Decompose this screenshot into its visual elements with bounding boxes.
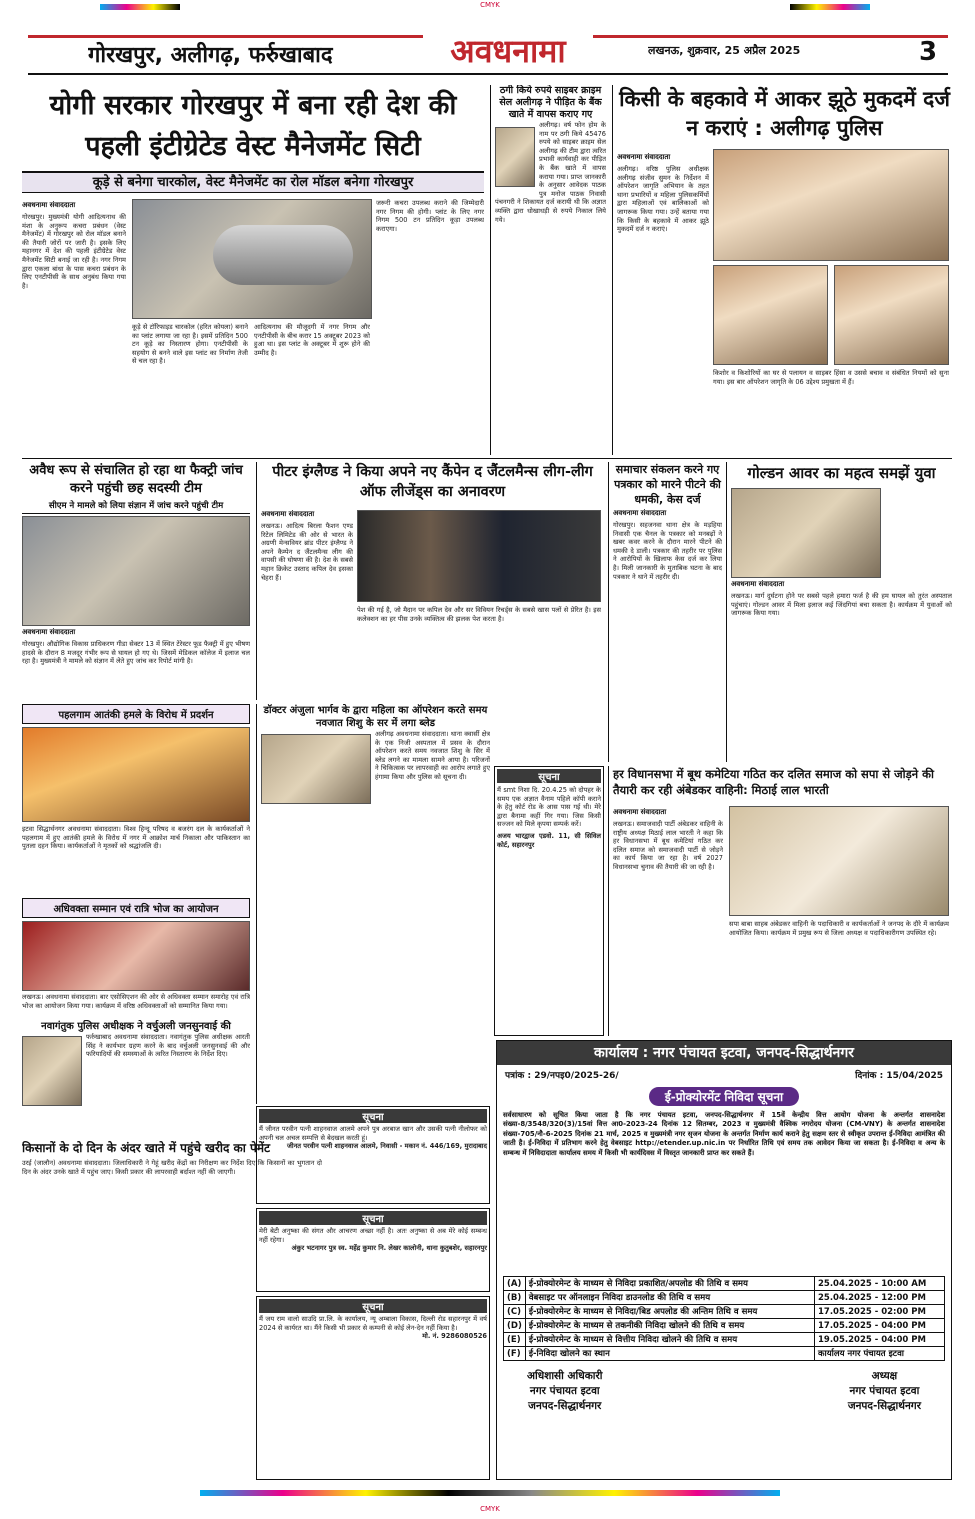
- booth-right: [729, 920, 949, 1034]
- factory-byline: अवधनामा संवाददाता: [22, 628, 76, 636]
- photo-tank-shape: [213, 225, 353, 285]
- aligarh-byline: अवधनामा संवाददाता: [617, 153, 671, 161]
- peterengland-text-2: पेश की गई है, जो मैदान पर कपिल देव और सर विवियन रिचर्ड्स के सबसे खास पलों से प्रेरित है। इस कलेक्शन का हर पीस उनके व्यक्तित्व की झलक पेश करता है।: [357, 606, 601, 623]
- threat-byline: अवधनामा संवाददाता: [613, 509, 667, 517]
- tender-row: [504, 1319, 945, 1333]
- notice-2-sign: जीनत परवीन पत्नी शाहनवाज आलमे, निवासी - मकान नं. 446/169, मुरादाबाद: [286, 1142, 487, 1151]
- tender-cell-v: 25.04.2025 - 12:00 PM: [815, 1291, 945, 1305]
- lead-col2: [132, 323, 248, 455]
- sign-right-3: जनपद-सिद्धार्थनगर: [847, 1400, 921, 1412]
- booth-text: लखनऊ। समाजवादी पार्टी अंबेडकर वाहिनी के राष्ट्रीय अध्यक्ष मिठाई लाल भारती ने कहा कि हर विधानसभा में बूथ कमेटियां गठित कर दलित समाज को समाजवादी पार्टी से जोड़ने का कार्य किया जा रहा है। वर्ष 2027 विधानसभा चुनाव की तैयारी की जा रही है।: [613, 820, 723, 871]
- booth-byline: अवधनामा संवाददाता: [613, 808, 667, 816]
- tender-cell-label: ई-प्रोक्योरमेन्ट के माध्यम से निविदा/बिड अपलोड की अन्तिम तिथि व समय: [525, 1305, 814, 1319]
- tender-cell-k: (C): [504, 1305, 526, 1319]
- logo-text: अवधनामा: [450, 32, 566, 70]
- tender-notice: [496, 1040, 952, 1480]
- doctor-text: अलीगढ़ अवधनामा संवाददाता। थाना क्वार्सी क्षेत्र के एक निजी अस्पताल में प्रसव के दौरान ऑपरेशन करते समय नवजात शिशु के सिर में ब्लेड लगने का मामला सामने आया है। परिजनों ने चिकित्सक पर लापरवाही का आरोप लगाते हुए हंगामा किया और पुलिस को सूचना दी।: [375, 730, 490, 781]
- peterengland-story: [256, 462, 604, 700]
- golden-text: लखनऊ। मार्ग दुर्घटना होने पर सबसे पहले हमारा फर्ज है की हम घायल को तुरंत अस्पताल पहुंचाएं। गोल्डन आवर में मिला इलाज कई जिंदगियां बचा सकता है। कार्यक्रम में युवाओं को जागरूक किया गया।: [731, 592, 952, 618]
- peterengland-photo: [357, 510, 601, 602]
- masthead-rule-bottom: [28, 73, 948, 75]
- tender-table-wrap: [497, 1276, 951, 1361]
- tender-patrank: पत्रांक : 29/नपइ0/2025-26/: [505, 1071, 619, 1081]
- aligarh-text-2: किशोर व किशोरियों का घर से पलायन व साइबर हिंसा व उससे बचाव व संबंधित नियमों को सुना गया। इस बार ऑपरेशन जागृति के 06 उद्देश्य प्रमुखता में हैं।: [713, 369, 949, 386]
- tender-cell-k: (F): [504, 1347, 526, 1361]
- sign-right-2: नगर पंचायत इटवा: [849, 1385, 920, 1397]
- sign-left-2: नगर पंचायत इटवा: [529, 1385, 600, 1397]
- lead-col1: [22, 199, 126, 455]
- sign-left-3: जनपद-सिद्धार्थनगर: [528, 1400, 602, 1412]
- tender-cell-label: वेबसाइट पर ऑनलाइन निविदा डाउनलोड की तिथि व समय: [525, 1291, 814, 1305]
- fraud-text: अलीगढ़। वर्ष फोन होम के नाम पर ठगी किये 45476 रुपये को साइबर क्राइम सेल अलीगढ़ की टीम द्वारा त्वरित प्रभावी कार्यवाही कर पीड़ित के बैंक खाते में वापस कराया गया। प्राप्त जानकारी के अनुसार आवेदक पाठक पुत्र मनोज पाठक निवासी पंचनगरी ने शिकायत दर्ज करायी थी कि अज्ञात व्यक्ति द्वारा धोखाधड़ी से रुपये निकाल लिये गये।: [495, 121, 606, 224]
- protest-text: इटवा सिद्धार्थनगर अवधनामा संवाददाता। विश्व हिन्दू परिषद व बजरंग दल के कार्यकर्ताओं ने पहलगाम में हुए आतंकी हमले के विरोध में नगर में आक्रोश मार्च निकाला और पाकिस्तान का पुतला दहन किया। कार्यकर्ताओं ने मृतकों को श्रद्धांजलि दी।: [22, 825, 250, 851]
- registration-marks-bottom: CMYK: [480, 1505, 500, 1513]
- sp-text: फर्रुखाबाद अवधनामा संवाददाता। नवागंतुक पुलिस अधीक्षक आरती सिंह ने कार्यभार ग्रहण करने के बाद वर्चुअली जनसुनवाई की और फरियादियों की समस्याओं के त्वरित निस्तारण के निर्देश दिए।: [86, 1033, 250, 1059]
- fraud-photo: [495, 127, 535, 187]
- peterengland-text: लखनऊ। आदित्य बिरला फैशन एण्ड रिटेल लिमिटेड की ओर से भारत के अग्रणी मेन्सवियर ब्रांड पीटर इंग्लैण्ड ने अपने कैम्पेन द जैंटलमैन्स लीग की वापसी की घोषणा की है। देश के सबसे महान क्रिकेट उस्ताद कपिल देव इसका चेहरा हैं।: [261, 522, 353, 582]
- peterengland-left: [261, 508, 353, 698]
- tender-table: [503, 1276, 945, 1361]
- tender-cell-k: (B): [504, 1291, 526, 1305]
- lead-col4: [376, 199, 484, 455]
- tender-body: सर्वसाधारण को सूचित किया जाता है कि नगर पंचायत इटवा, जनपद-सिद्धार्थनगर में 15वें केन्द्रीय वित्त आयोग योजना के अन्तर्गत शासनादेश संख्या-8/3548/320(3)/15वां वित्त आ0-2023-24 दिनांक 12 सितम्बर, 2023 व मुख्यमंत्री वैश्विक नगरोदय योजना (CM-VNY) के अन्तर्गत शासनादेश संख्या-705/नौ-6-2025 दिनांक 21 मार्च, 2025 व मुख्यमंत्री नगर सृजन योजना के अन्तर्गत निर्माण कार्य कराने हेतु सक्षम स्तर से स्वीकृत उपरान्त ई-निविदा आमंत्रित की जाती है। ई-निविदा में प्रतिभाग करने हेतु वेबसाइट http://etender.up.nic.in पर निर्धारित तिथि एवं समय तक आवेदन किया जा सकता है। ई-निविदा व अन्य के सम्बन्ध में निविदादाता कार्यालय समय में किसी भी कार्यदिवस में विस्तृत जानकारी प्राप्त कर सकते हैं।: [503, 1111, 945, 1157]
- protest-headline: पहलगाम आतंकी हमले के विरोध में प्रदर्शन: [22, 704, 250, 724]
- tender-sign-right: [848, 1369, 921, 1414]
- notice-4: [256, 1296, 490, 1480]
- page-number: 3: [918, 37, 938, 67]
- tender-signatures: [497, 1361, 951, 1414]
- notice-1-text: मैं smt निशा दि. 20.4.25 को दोपहर के समय एक अज्ञात वैनाम पहिले कॉपी कराने के हेतु कोर्ट रोड के आस पास गई थी। मेरे द्वारा बैनामा कहीं गिर गया। जिस किसी सज्जन को मिले कृपया सम्पर्क करें।: [497, 786, 601, 829]
- tender-title-wrap: [497, 1086, 951, 1106]
- dateline: लखनऊ, शुक्रवार, 25 अप्रैल 2025: [648, 44, 801, 57]
- divider-row1: [22, 458, 952, 459]
- tender-cell-label: ई-प्रोक्योरमेन्ट के माध्यम से वित्तीय निविदा खोलने की तिथि व समय: [525, 1333, 814, 1347]
- peterengland-headline: पीटर इंग्लैण्ड ने किया अपने नए कैंपेन द जैंटलमैन्स लीग-लीग ऑफ लीजेंड्स का अनावरण: [272, 464, 593, 500]
- booth-photo: [729, 806, 949, 916]
- tender-row: [504, 1333, 945, 1347]
- honor-headline: अधिवक्ता सम्मान एवं रात्रि भोज का आयोजन: [22, 898, 250, 918]
- tender-cell-v: 17.05.2025 - 02:00 PM: [815, 1305, 945, 1319]
- notice-1-title: सूचना: [497, 769, 601, 783]
- tender-cell-label: ई-निविदा खोलने का स्थान: [525, 1347, 814, 1361]
- sp-headline: नवागंतुक पुलिस अधीक्षक ने वर्चुअली जनसुनवाई की: [41, 1021, 231, 1032]
- tender-cell-k: (E): [504, 1333, 526, 1347]
- lead-subhead: कूड़े से बनेगा चारकोल, वेस्ट मैनेजमेंट का रोल मॉडल बनेगा गोरखपुर: [22, 171, 484, 193]
- golden-photo: [731, 488, 881, 578]
- factory-text: गोरखपुर। औद्योगिक विकास प्राधिकरण गीडा सेक्टर 13 में स्थित टेरेस्टर फूड फैक्ट्री में हुए भीषण हादसे के दौरान 8 मजदूर गंभीर रूप से घायल हो गए थे। जिसमें मेडिकल कॉलेज में इलाज चल रहा है। मुख्यमंत्री ने मामले को संज्ञान में लेते हुए जांच कर रिपोर्ट मांगी है।: [22, 640, 250, 666]
- tender-cell-v: 19.05.2025 - 04:00 PM: [815, 1333, 945, 1347]
- threat-story: [608, 462, 722, 762]
- lead-byline: अवधनामा संवाददाता: [22, 201, 76, 209]
- notice-2-text: मैं जीनत परवीन पत्नी शाहनवाज आलमे अपने पुत्र अरबाज खान और उसकी पत्नी नीलोफर को अपनी चल अचल सम्पत्ति से बेदखल करती हूं।: [259, 1125, 487, 1142]
- aligarh-text: अलीगढ़। वरिष्ठ पुलिस अधीक्षक अलीगढ़ संजीव सुमन के निर्देशन में ऑपरेशन जागृति अभियान के तहत थाना प्रभारियों व महिला पुलिसकर्मियों द्वारा महिलाओं एवं बालिकाओं को जागरूक किया गया। उन्हें बताया गया कि किसी के बहकावे में आकर झूठे मुकदमें दर्ज न कराएं।: [617, 165, 709, 234]
- honor-photo: [22, 921, 250, 991]
- factory-photo: [22, 516, 250, 626]
- booth-headline: हर विधानसभा में बूथ कमेटिया गठित कर दलित समाज को सपा से जोड़ने की तैयारी कर रही अंबेडकर वाहिनी: मिठाई लाल भारती: [613, 767, 934, 797]
- lead-text-3: आदित्यनाथ की मौजूदगी में नगर निगम और एनटीपीसी के बीच करार 15 अक्टूबर 2023 को हुआ था। इस प्लांट के अक्टूबर में शुरू होने की उम्मीद है।: [254, 323, 370, 357]
- lead-text-1: गोरखपुर। मुख्यमंत्री योगी आदित्यनाथ की मंशा के अनुरूप कचरा प्रबंधन (वेस्ट मैनेजमेंट) में गोरखपुर को रोल मॉडल बनाने की तैयारी जोरों पर जारी है। इसके लिए महानगर में देश की पहली इंटीग्रेटेड वेस्ट मैनेजमेंट सिटी बनाई जा रही है। नगर निगम द्वारा एकला बांधा के पास कचरा प्रबंधन के लिए एनटीपीसी के साथ अनुबंध किया गया है।: [22, 213, 126, 290]
- doctor-photo: [261, 734, 371, 804]
- booth-left: [613, 806, 723, 1034]
- aligarh-photo-top: [713, 149, 949, 261]
- notice-4-text: मैं जय राम वालो साउदि प्रा.लि. के कार्यालय, न्यू अम्बाला विकास, दिल्ली रोड सहारनपुर में वर्ष 2024 से कार्यरत था। मैंने किसी भी प्रकार से कम्पनी से कोई लेन-देन नहीं किया है।: [259, 1315, 487, 1332]
- masthead: [28, 25, 948, 75]
- lead-story: [22, 85, 484, 455]
- fraud-story: [490, 85, 606, 455]
- tender-cell-v: 17.05.2025 - 04:00 PM: [815, 1319, 945, 1333]
- tender-row: [504, 1347, 945, 1361]
- honor-text: लखनऊ। अवधनामा संवाददाता। बार एसोसिएशन की ओर से अधिवक्ता सम्मान समारोह एवं रात्रि भोज का आयोजन किया गया। कार्यक्रम में वरिष्ठ अधिवक्ताओं को सम्मानित किया गया।: [22, 993, 250, 1010]
- fraud-headline: ठगी किये रुपये साइबर क्राइम सेल अलीगढ़ ने पीड़ित के बैंक खाते में वापस कराए गए: [499, 85, 602, 120]
- tender-sign-left: [527, 1369, 603, 1414]
- registration-marks-top: CMYK: [480, 1, 500, 9]
- peterengland-right: [357, 606, 601, 698]
- notice-1: [494, 766, 604, 1036]
- sign-left-1: अधिशासी अधिकारी: [527, 1370, 603, 1382]
- tender-title: ई-प्रोक्योरमेंट निविदा सूचना: [649, 1087, 799, 1106]
- aligarh-story: [612, 85, 952, 455]
- tender-cell-label: ई-प्रोक्योरमेन्ट के माध्यम से तकनीकी निविदा खोलने की तिथि व समय: [525, 1319, 814, 1333]
- golden-headline: गोल्डन आवर का महत्व समझें युवा: [747, 464, 936, 482]
- threat-text: गोरखपुर। सहजनवा थाना क्षेत्र के मड़हिया निवासी एक चैनल के पत्रकार को मनबढ़ों ने खबर कवर करने के दौरान मारने पीटने की धमकी दे डाली। पत्रकार की तहरीर पर पुलिस ने आरोपियों के खिलाफ केस दर्ज कर लिया है। मिली जानकारी के मुताबिक घटना के बाद पत्रकार ने थाने में तहरीर दी।: [613, 521, 722, 581]
- newspaper-logo: [423, 29, 593, 73]
- section-title: गोरखपुर, अलीगढ़, फर्रुखाबाद: [88, 43, 333, 68]
- protest-photo: [22, 727, 250, 822]
- booth-text-2: सपा बाबा साहब अंबेडकर वाहिनी के पदाधिकारी व कार्यकर्ताओं ने जनपद के दौरे में कार्यक्रम आयोजित किया। कार्यक्रम में प्रमुख रूप से जिला अध्यक्ष व पदाधिकारीगण उपस्थित रहे।: [729, 920, 949, 937]
- golden-byline: अवधनामा संवाददाता: [731, 580, 785, 588]
- tender-row: [504, 1291, 945, 1305]
- peterengland-byline: अवधनामा संवाददाता: [261, 510, 315, 518]
- lead-col3: [254, 323, 370, 455]
- notice-3-text: मेरी बेटी अनुष्का की संगत और आचरण अच्छा नहीं है। अतः अनुष्का से अब मेरे कोई सम्बन्ध नहीं रहेगा।: [259, 1227, 487, 1244]
- farmer-headline: किसानों के दो दिन के अंदर खाते में पहुंचे खरीद का पेमेंट: [22, 1141, 271, 1155]
- notice-4-title: सूचना: [259, 1299, 487, 1313]
- tender-cell-label: ई-प्रोक्योरमेन्ट के माध्यम से निविदा प्रकाशित/अपलोड की तिथि व समय: [525, 1277, 814, 1291]
- notice-3: [256, 1208, 490, 1292]
- color-bar-top: [100, 4, 180, 10]
- threat-headline: समाचार संकलन करने गए पत्रकार को मारने पीटने की धमकी, केस दर्ज: [614, 463, 721, 506]
- sign-right-1: अध्यक्ष: [871, 1370, 898, 1382]
- sp-photo: [22, 1036, 82, 1106]
- notice-4-sign: मो. नं. 9286080526: [422, 1332, 487, 1341]
- aligarh-headline: किसी के बहकावे में आकर झूठे मुकदमें दर्ज न कराएं : अलीगढ़ पुलिस: [619, 87, 950, 140]
- honor-story: [22, 898, 250, 1018]
- notice-3-title: सूचना: [259, 1211, 487, 1225]
- aligarh-photo-2: [713, 265, 828, 365]
- golden-story: [726, 462, 952, 762]
- booth-story: [608, 766, 952, 1036]
- color-bar-top-right: [790, 4, 870, 10]
- lead-text-4: जरूरी कचरा उपलब्ध कराने की जिम्मेदारी नगर निगम की होगी। प्लांट के लिए नगर निगम 500 टन प्रतिदिन कूड़ा उपलब्ध कराएगा।: [376, 199, 484, 233]
- notice-1-sign: अजय भारद्वाज एडवो. 11, सी सिविल कोर्ट, सहारनपुर: [497, 831, 601, 849]
- color-bar-bottom: [200, 1490, 780, 1496]
- notice-2: [256, 1106, 490, 1204]
- tender-cell-v: कार्यालय नगर पंचायत इटवा: [815, 1347, 945, 1361]
- protest-story: [22, 704, 250, 894]
- farmer-text: उरई (जालौन) अवधनामा संवाददाता। जिलाधिकारी ने गेहूं खरीद केंद्रों का निरीक्षण कर निर्देश दिए कि किसानों का भुगतान दो दिन के अंदर उनके खाते में पहुंच जाए। किसी प्रकार की लापरवाही बर्दाश्त नहीं की जाएगी।: [22, 1159, 322, 1176]
- aligarh-right-col: [713, 369, 949, 453]
- notice-3-sign: अंकुर भटनागर पुत्र स्व. महेंद्र कुमार नि. लेखर कालोनी, थाना कुतुबशेर, सहारनपुर: [291, 1244, 487, 1253]
- tender-office-banner: कार्यालय : नगर पंचायत इटवा, जनपद-सिद्धार्थनगर: [497, 1041, 951, 1065]
- factory-story: [22, 462, 250, 700]
- aligarh-left-col: [617, 151, 709, 451]
- tender-dinank: दिनांक : 15/04/2025: [855, 1071, 943, 1081]
- factory-subhead: सीएम ने मामले को लिया संज्ञान में जांच करने पहुंची टीम: [22, 500, 250, 514]
- tender-cell-v: 25.04.2025 - 10:00 AM: [815, 1277, 945, 1291]
- lead-photo-plant: [132, 199, 372, 319]
- doctor-story: [256, 704, 490, 1104]
- factory-headline: अवैध रूप से संचालित हो रहा था फैक्ट्री जांच करने पहुंची छह सदस्यी टीम: [29, 463, 243, 496]
- aligarh-photo-3: [834, 265, 949, 365]
- tender-cell-k: (D): [504, 1319, 526, 1333]
- tender-cell-k: (A): [504, 1277, 526, 1291]
- sp-story: [22, 1020, 250, 1140]
- doctor-headline: डॉक्टर अंजुला भार्गव के द्वारा महिला का ऑपरेशन करते समय नवजात शिशु के सर में लगा ब्लेड: [263, 705, 488, 729]
- lead-headline: योगी सरकार गोरखपुर में बना रही देश की पहली इंटीग्रेटेड वेस्ट मैनेजमेंट सिटी: [49, 90, 457, 162]
- tender-ref-row: [497, 1065, 951, 1084]
- tender-row: [504, 1305, 945, 1319]
- tender-row: [504, 1277, 945, 1291]
- notice-2-title: सूचना: [259, 1109, 487, 1123]
- lead-text-2: कूड़े से टॉरिफाइड चारकोल (हरित कोयला) बनाने का प्लांट लगाया जा रहा है। इसमें प्रतिदिन 500 टन कूड़े का निस्तारण होगा। एनटीपीसी के सहयोग से बनने वाले इस प्लांट का निर्माण तेजी से चल रहा है।: [132, 323, 248, 366]
